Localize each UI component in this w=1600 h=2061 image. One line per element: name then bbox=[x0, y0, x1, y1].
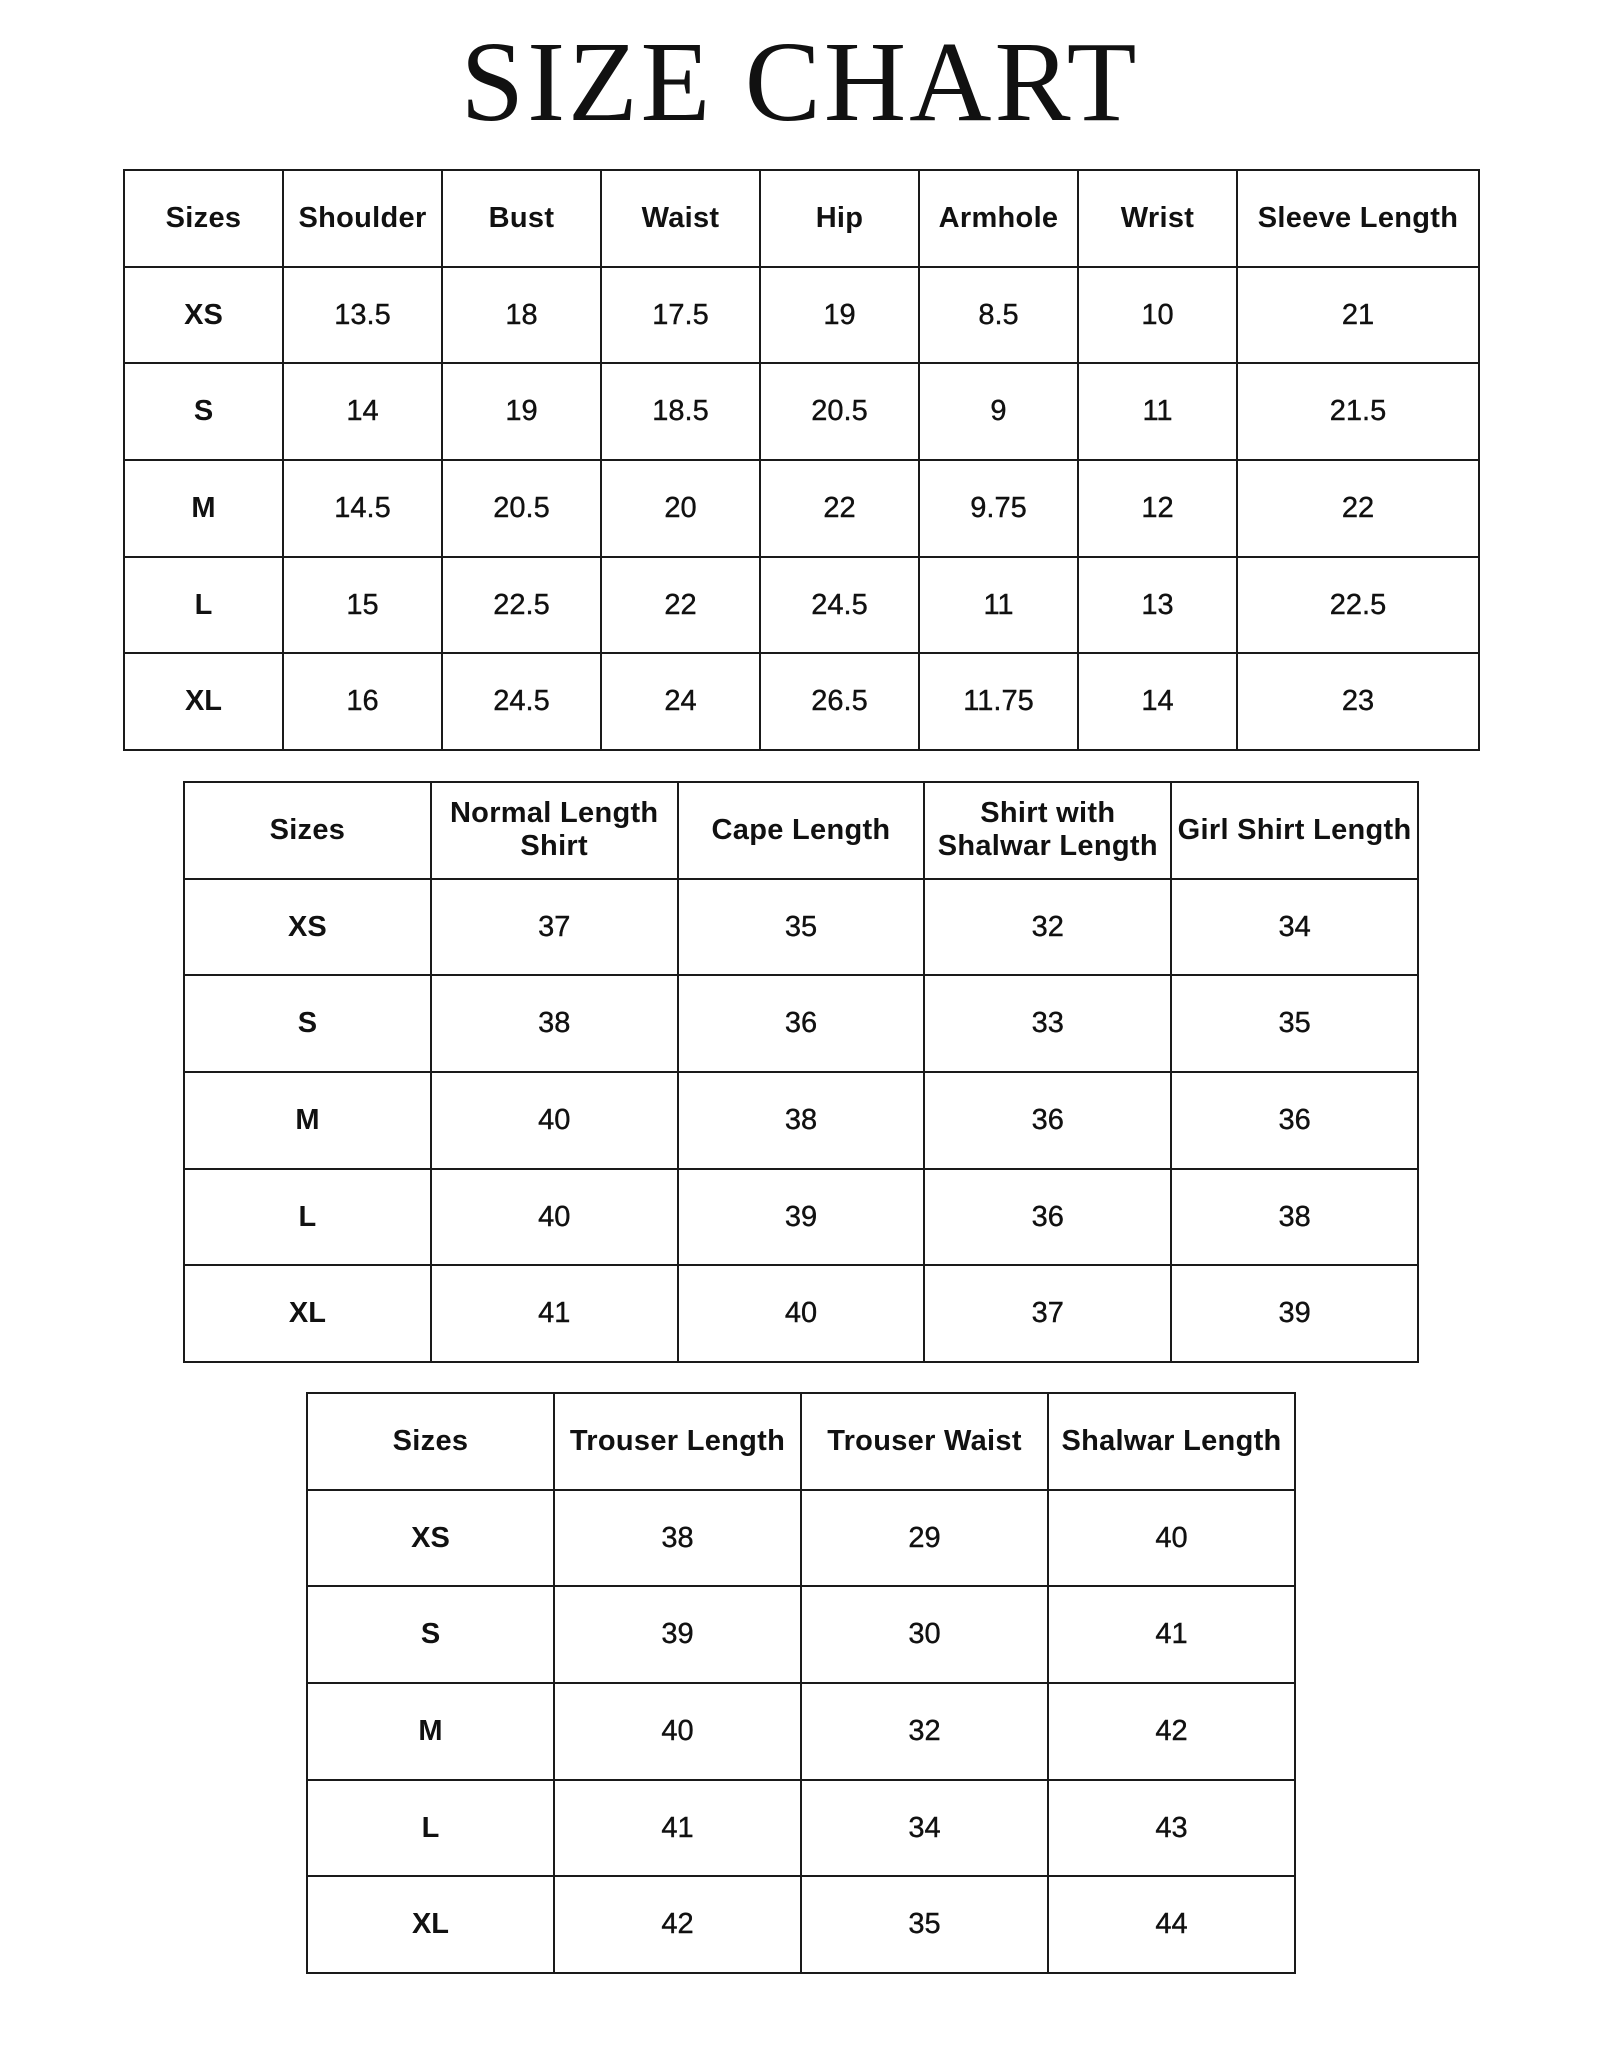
table-row bbox=[307, 1683, 1295, 1780]
measurement-cell: 13.5 bbox=[283, 267, 442, 364]
measurement-cell: 40 bbox=[431, 1072, 678, 1169]
measurement-cell: 38 bbox=[678, 1072, 925, 1169]
size-label-cell: XS bbox=[124, 267, 283, 364]
column-header: Hip bbox=[760, 170, 919, 267]
measurement-cell: 21.5 bbox=[1237, 363, 1479, 460]
measurement-cell: 9.75 bbox=[919, 460, 1078, 557]
measurement-cell: 16 bbox=[283, 653, 442, 750]
size-label-cell: L bbox=[307, 1780, 554, 1877]
measurement-cell: 19 bbox=[442, 363, 601, 460]
size-label-cell: XL bbox=[184, 1265, 431, 1362]
measurement-cell: 11 bbox=[1078, 363, 1237, 460]
measurement-cell: 41 bbox=[1048, 1586, 1295, 1683]
size-label-cell: XS bbox=[184, 879, 431, 976]
column-header: Sizes bbox=[184, 782, 431, 879]
table-row bbox=[307, 1876, 1295, 1973]
body-measurements-table bbox=[123, 169, 1480, 751]
measurement-cell: 11 bbox=[919, 557, 1078, 654]
column-header: Cape Length bbox=[678, 782, 925, 879]
table-row bbox=[184, 1072, 1418, 1169]
size-label-cell: S bbox=[124, 363, 283, 460]
measurement-cell: 39 bbox=[554, 1586, 801, 1683]
measurement-cell: 9 bbox=[919, 363, 1078, 460]
header-row bbox=[124, 170, 1479, 267]
size-label-cell: S bbox=[307, 1586, 554, 1683]
size-label-cell: XL bbox=[307, 1876, 554, 1973]
column-header: Sizes bbox=[124, 170, 283, 267]
header-row bbox=[307, 1393, 1295, 1490]
measurement-cell: 20.5 bbox=[442, 460, 601, 557]
measurement-cell: 35 bbox=[678, 879, 925, 976]
measurement-cell: 42 bbox=[554, 1876, 801, 1973]
measurement-cell: 43 bbox=[1048, 1780, 1295, 1877]
column-header: Armhole bbox=[919, 170, 1078, 267]
size-label-cell: XS bbox=[307, 1490, 554, 1587]
measurement-cell: 21 bbox=[1237, 267, 1479, 364]
measurement-cell: 13 bbox=[1078, 557, 1237, 654]
measurement-cell: 22 bbox=[601, 557, 760, 654]
measurement-cell: 42 bbox=[1048, 1683, 1295, 1780]
size-label-cell: L bbox=[124, 557, 283, 654]
measurement-cell: 32 bbox=[924, 879, 1171, 976]
measurement-cell: 24.5 bbox=[760, 557, 919, 654]
table-row bbox=[124, 267, 1479, 364]
measurement-cell: 33 bbox=[924, 975, 1171, 1072]
measurement-cell: 14.5 bbox=[283, 460, 442, 557]
measurement-cell: 22.5 bbox=[442, 557, 601, 654]
column-header: Sizes bbox=[307, 1393, 554, 1490]
measurement-cell: 39 bbox=[1171, 1265, 1418, 1362]
shirt-length-table bbox=[183, 781, 1419, 1363]
column-header: Shoulder bbox=[283, 170, 442, 267]
measurement-cell: 20.5 bbox=[760, 363, 919, 460]
measurement-cell: 44 bbox=[1048, 1876, 1295, 1973]
measurement-cell: 26.5 bbox=[760, 653, 919, 750]
measurement-cell: 15 bbox=[283, 557, 442, 654]
measurement-cell: 38 bbox=[554, 1490, 801, 1587]
table-row bbox=[307, 1586, 1295, 1683]
table-row bbox=[184, 1265, 1418, 1362]
table-row bbox=[124, 363, 1479, 460]
measurement-cell: 36 bbox=[924, 1072, 1171, 1169]
measurement-cell: 24 bbox=[601, 653, 760, 750]
measurement-cell: 18 bbox=[442, 267, 601, 364]
header-row bbox=[184, 782, 1418, 879]
measurement-cell: 34 bbox=[801, 1780, 1048, 1877]
measurement-cell: 22 bbox=[1237, 460, 1479, 557]
table-row bbox=[124, 653, 1479, 750]
measurement-cell: 38 bbox=[1171, 1169, 1418, 1266]
column-header: Sleeve Length bbox=[1237, 170, 1479, 267]
size-label-cell: M bbox=[124, 460, 283, 557]
table-row bbox=[184, 975, 1418, 1072]
measurement-cell: 34 bbox=[1171, 879, 1418, 976]
measurement-cell: 40 bbox=[431, 1169, 678, 1266]
table-row bbox=[307, 1490, 1295, 1587]
table-row bbox=[184, 879, 1418, 976]
table-row bbox=[307, 1780, 1295, 1877]
measurement-cell: 8.5 bbox=[919, 267, 1078, 364]
measurement-cell: 38 bbox=[431, 975, 678, 1072]
measurement-cell: 23 bbox=[1237, 653, 1479, 750]
column-header: Bust bbox=[442, 170, 601, 267]
measurement-cell: 32 bbox=[801, 1683, 1048, 1780]
table-row bbox=[184, 1169, 1418, 1266]
size-label-cell: M bbox=[307, 1683, 554, 1780]
size-label-cell: XL bbox=[124, 653, 283, 750]
column-header: Trouser Length bbox=[554, 1393, 801, 1490]
measurement-cell: 40 bbox=[554, 1683, 801, 1780]
column-header: Waist bbox=[601, 170, 760, 267]
table-row bbox=[124, 557, 1479, 654]
measurement-cell: 35 bbox=[1171, 975, 1418, 1072]
table-row bbox=[124, 460, 1479, 557]
measurement-cell: 12 bbox=[1078, 460, 1237, 557]
column-header: Wrist bbox=[1078, 170, 1237, 267]
measurement-cell: 11.75 bbox=[919, 653, 1078, 750]
measurement-cell: 22 bbox=[760, 460, 919, 557]
measurement-cell: 40 bbox=[678, 1265, 925, 1362]
measurement-cell: 37 bbox=[924, 1265, 1171, 1362]
measurement-cell: 14 bbox=[283, 363, 442, 460]
measurement-cell: 14 bbox=[1078, 653, 1237, 750]
column-header: Girl Shirt Length bbox=[1171, 782, 1418, 879]
measurement-cell: 37 bbox=[431, 879, 678, 976]
measurement-cell: 41 bbox=[554, 1780, 801, 1877]
measurement-cell: 39 bbox=[678, 1169, 925, 1266]
size-label-cell: S bbox=[184, 975, 431, 1072]
column-header: Normal Length Shirt bbox=[431, 782, 678, 879]
measurement-cell: 41 bbox=[431, 1265, 678, 1362]
measurement-cell: 17.5 bbox=[601, 267, 760, 364]
measurement-cell: 40 bbox=[1048, 1490, 1295, 1587]
page-title: SIZE CHART bbox=[460, 18, 1140, 145]
measurement-cell: 36 bbox=[1171, 1072, 1418, 1169]
measurement-cell: 29 bbox=[801, 1490, 1048, 1587]
column-header: Shirt with Shalwar Length bbox=[924, 782, 1171, 879]
measurement-cell: 20 bbox=[601, 460, 760, 557]
column-header: Shalwar Length bbox=[1048, 1393, 1295, 1490]
measurement-cell: 19 bbox=[760, 267, 919, 364]
size-label-cell: M bbox=[184, 1072, 431, 1169]
column-header: Trouser Waist bbox=[801, 1393, 1048, 1490]
measurement-cell: 30 bbox=[801, 1586, 1048, 1683]
measurement-cell: 35 bbox=[801, 1876, 1048, 1973]
trouser-shalwar-table bbox=[306, 1392, 1296, 1974]
measurement-cell: 10 bbox=[1078, 267, 1237, 364]
measurement-cell: 22.5 bbox=[1237, 557, 1479, 654]
size-label-cell: L bbox=[184, 1169, 431, 1266]
measurement-cell: 36 bbox=[678, 975, 925, 1072]
measurement-cell: 24.5 bbox=[442, 653, 601, 750]
measurement-cell: 36 bbox=[924, 1169, 1171, 1266]
measurement-cell: 18.5 bbox=[601, 363, 760, 460]
